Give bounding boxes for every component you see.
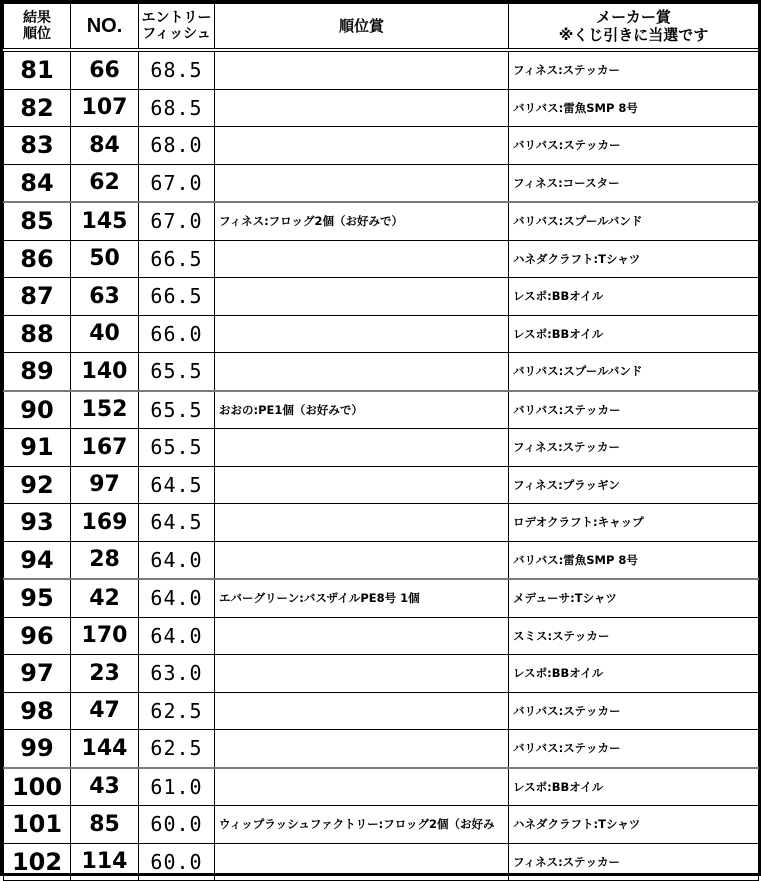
table-row — [4, 353, 759, 391]
entry-fish-cell: 62.5 — [139, 730, 215, 768]
table-row — [4, 315, 759, 353]
rank-cell: 83 — [4, 127, 71, 165]
table-row — [4, 806, 759, 844]
maker-prize-cell: メデューサ:Tシャツ — [509, 579, 759, 617]
rank-prize-cell — [215, 504, 509, 542]
rank-prize-cell — [215, 240, 509, 278]
maker-prize-cell: フィネス:ステッカー — [509, 843, 759, 881]
table-row — [4, 466, 759, 504]
rank-cell: 84 — [4, 164, 71, 202]
entry-fish-cell: 65.5 — [139, 353, 215, 391]
entry-fish-cell: 68.5 — [139, 89, 215, 127]
entry-fish-cell: 68.0 — [139, 127, 215, 165]
entry-number-cell: 170 — [71, 617, 139, 655]
entry-number-cell: 66 — [71, 50, 139, 89]
rank-prize-cell — [215, 429, 509, 467]
rank-prize-cell — [215, 89, 509, 127]
header-rank-prize: 順位賞 — [215, 4, 509, 51]
rank-prize-cell — [215, 164, 509, 202]
entry-number-cell: 167 — [71, 429, 139, 467]
maker-prize-cell: バリバス:雷魚SMP 8号 — [509, 541, 759, 579]
maker-prize-cell: バリバス:ステッカー — [509, 391, 759, 429]
maker-prize-cell: バリバス:ステッカー — [509, 692, 759, 730]
rank-prize-cell: エバーグリーン:バスザイルPE8号 1個 — [215, 579, 509, 617]
table-row — [4, 504, 759, 542]
rank-prize-cell — [215, 353, 509, 391]
entry-number-cell: 140 — [71, 353, 139, 391]
rank-prize-cell: おおの:PE1個（お好みで） — [215, 391, 509, 429]
entry-fish-cell: 64.0 — [139, 579, 215, 617]
entry-number-cell: 42 — [71, 579, 139, 617]
entry-number-cell: 114 — [71, 843, 139, 881]
rank-cell: 98 — [4, 692, 71, 730]
header-rank — [4, 4, 71, 51]
table-row — [4, 843, 759, 881]
entry-fish-cell: 64.5 — [139, 504, 215, 542]
maker-prize-cell: バリバス:ステッカー — [509, 127, 759, 165]
table-row — [4, 202, 759, 240]
entry-fish-cell: 64.0 — [139, 617, 215, 655]
entry-fish-cell: 66.0 — [139, 315, 215, 353]
header-fish-line1: エントリー — [141, 10, 212, 26]
maker-prize-cell: レスポ:BBオイル — [509, 315, 759, 353]
table-row — [4, 164, 759, 202]
table-row — [4, 429, 759, 467]
header-entry-fish — [139, 4, 215, 51]
entry-number-cell: 63 — [71, 278, 139, 316]
entry-number-cell: 40 — [71, 315, 139, 353]
rank-cell: 97 — [4, 655, 71, 693]
entry-fish-cell: 67.0 — [139, 164, 215, 202]
rank-cell: 82 — [4, 89, 71, 127]
entry-fish-cell: 64.5 — [139, 466, 215, 504]
rank-prize-cell — [215, 655, 509, 693]
entry-fish-cell: 66.5 — [139, 240, 215, 278]
table-row — [4, 50, 759, 89]
rank-cell: 100 — [4, 768, 71, 806]
table-row — [4, 730, 759, 768]
table-row — [4, 391, 759, 429]
entry-number-cell: 43 — [71, 768, 139, 806]
entry-number-cell: 85 — [71, 806, 139, 844]
rank-cell: 95 — [4, 579, 71, 617]
rank-cell: 87 — [4, 278, 71, 316]
results-table — [3, 3, 759, 881]
rank-cell: 89 — [4, 353, 71, 391]
entry-fish-cell: 68.5 — [139, 50, 215, 89]
rank-prize-cell — [215, 50, 509, 89]
rank-cell: 85 — [4, 202, 71, 240]
header-maker-prize — [509, 4, 759, 51]
rank-prize-cell — [215, 730, 509, 768]
table-row — [4, 579, 759, 617]
rank-prize-cell — [215, 278, 509, 316]
rank-cell: 86 — [4, 240, 71, 278]
header-rank-line1: 結果 — [23, 10, 51, 26]
maker-prize-cell: バリバス:ステッカー — [509, 730, 759, 768]
rank-cell: 81 — [4, 50, 71, 89]
header-row — [4, 4, 759, 51]
entry-number-cell: 50 — [71, 240, 139, 278]
maker-prize-cell: バリバス:雷魚SMP 8号 — [509, 89, 759, 127]
entry-fish-cell: 65.5 — [139, 391, 215, 429]
entry-fish-cell: 63.0 — [139, 655, 215, 693]
rank-cell: 99 — [4, 730, 71, 768]
entry-number-cell: 144 — [71, 730, 139, 768]
maker-prize-cell: ハネダクラフト:Tシャツ — [509, 806, 759, 844]
maker-prize-cell: フィネス:コースター — [509, 164, 759, 202]
header-fish-line2: フィッシュ — [142, 26, 211, 42]
rank-prize-cell — [215, 466, 509, 504]
entry-number-cell: 145 — [71, 202, 139, 240]
rank-prize-cell: ウィップラッシュファクトリー:フロッグ2個（お好み — [215, 806, 509, 844]
entry-fish-cell: 60.0 — [139, 806, 215, 844]
rank-cell: 93 — [4, 504, 71, 542]
rank-cell: 91 — [4, 429, 71, 467]
maker-prize-cell: スミス:ステッカー — [509, 617, 759, 655]
maker-prize-cell: ハネダクラフト:Tシャツ — [509, 240, 759, 278]
rank-cell: 90 — [4, 391, 71, 429]
table-row — [4, 240, 759, 278]
rank-cell: 101 — [4, 806, 71, 844]
table-row — [4, 541, 759, 579]
entry-fish-cell: 62.5 — [139, 692, 215, 730]
entry-number-cell: 23 — [71, 655, 139, 693]
maker-prize-cell: レスポ:BBオイル — [509, 278, 759, 316]
rank-prize-cell — [215, 843, 509, 881]
maker-prize-cell: フィネス:ステッカー — [509, 429, 759, 467]
entry-number-cell: 47 — [71, 692, 139, 730]
entry-fish-cell: 60.0 — [139, 843, 215, 881]
entry-fish-cell: 61.0 — [139, 768, 215, 806]
rank-cell: 102 — [4, 843, 71, 881]
maker-prize-cell: レスポ:BBオイル — [509, 655, 759, 693]
entry-fish-cell: 66.5 — [139, 278, 215, 316]
rank-prize-cell: フィネス:フロッグ2個（お好みで） — [215, 202, 509, 240]
entry-number-cell: 84 — [71, 127, 139, 165]
maker-prize-cell: レスポ:BBオイル — [509, 768, 759, 806]
entry-number-cell: 97 — [71, 466, 139, 504]
table-row — [4, 655, 759, 693]
rank-cell: 96 — [4, 617, 71, 655]
entry-fish-cell: 67.0 — [139, 202, 215, 240]
maker-prize-cell: バリバス:スプールバンド — [509, 353, 759, 391]
rank-prize-cell — [215, 127, 509, 165]
maker-prize-cell: ロデオクラフト:キャップ — [509, 504, 759, 542]
entry-number-cell: 152 — [71, 391, 139, 429]
entry-number-cell: 107 — [71, 89, 139, 127]
rank-prize-cell — [215, 692, 509, 730]
maker-prize-cell: フィネス:ステッカー — [509, 50, 759, 89]
entry-number-cell: 62 — [71, 164, 139, 202]
entry-number-cell: 28 — [71, 541, 139, 579]
table-row — [4, 278, 759, 316]
table-row — [4, 617, 759, 655]
rank-cell: 94 — [4, 541, 71, 579]
rank-prize-cell — [215, 541, 509, 579]
maker-prize-cell: バリバス:スプールバンド — [509, 202, 759, 240]
rank-prize-cell — [215, 768, 509, 806]
table-row — [4, 692, 759, 730]
entry-fish-cell: 64.0 — [139, 541, 215, 579]
maker-prize-cell: フィネス:プラッギン — [509, 466, 759, 504]
header-rank-line2: 順位 — [23, 26, 51, 42]
table-row — [4, 127, 759, 165]
header-maker-line1: メーカー賞 — [596, 8, 671, 26]
rank-cell: 88 — [4, 315, 71, 353]
rank-prize-cell — [215, 617, 509, 655]
entry-number-cell: 169 — [71, 504, 139, 542]
header-maker-line2: ※くじ引きに当選です — [558, 26, 709, 44]
table-row — [4, 768, 759, 806]
header-no: NO. — [71, 4, 139, 51]
table-row — [4, 89, 759, 127]
rank-cell: 92 — [4, 466, 71, 504]
entry-fish-cell: 65.5 — [139, 429, 215, 467]
rank-prize-cell — [215, 315, 509, 353]
